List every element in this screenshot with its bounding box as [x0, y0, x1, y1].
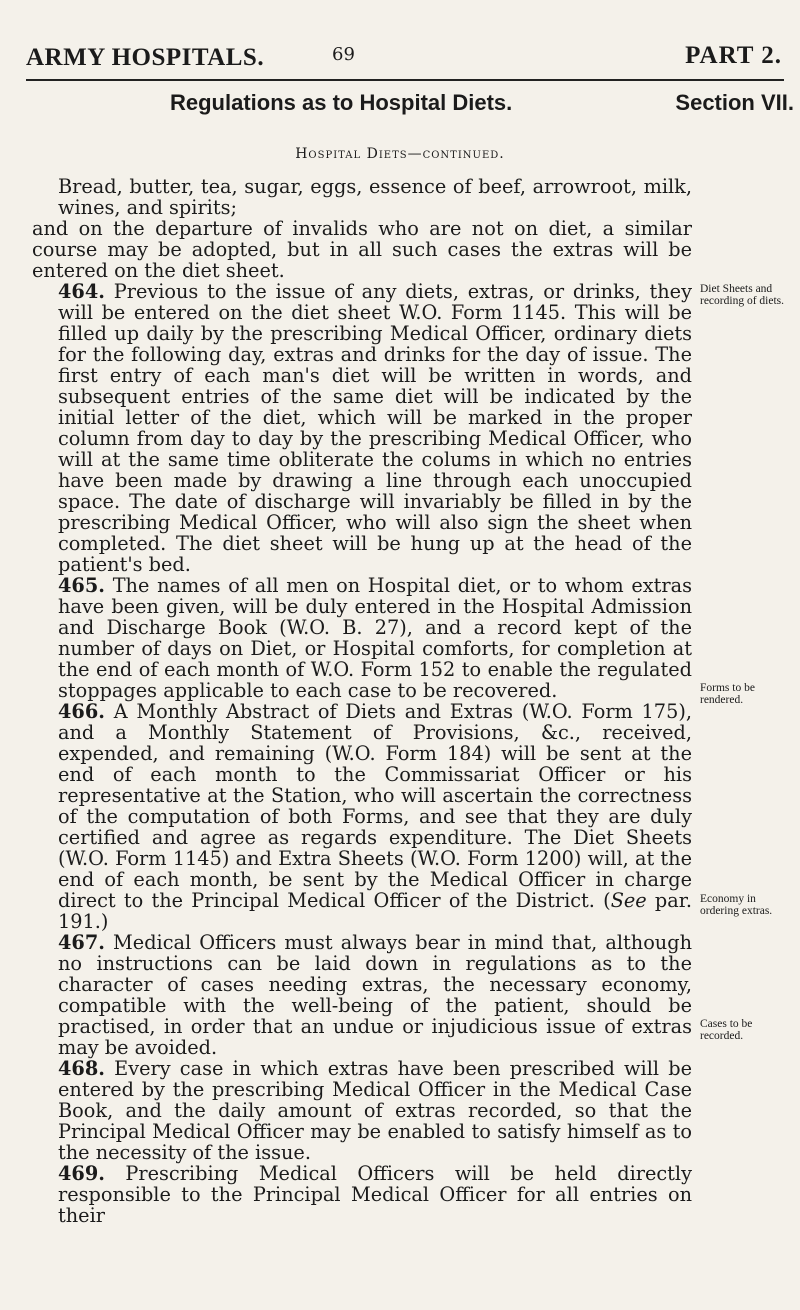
running-head: [26, 38, 782, 78]
body-text: [32, 176, 692, 1226]
margin-note-forms: Forms to be rendered.: [700, 682, 755, 706]
paragraph-number: 466.: [58, 700, 105, 723]
paragraph-text: Previous to the issue of any diets, extras, or drinks, they will be entered on the diet sheet W.O. Form 1145. This will be filled up daily by the prescribing Medical Officer, ordinary diets for the following day, extras and drinks for the day of issue. The first entry of each man's diet will be written in words, and subsequent entries of the same diet will be indicated by the initial letter of the diet, which will be marked in the proper column from day to day by the prescribing Medical Officer, who will at the same time obliterate the colums in which no entries have been made by drawing a line through each unoccupied space. The date of discharge will invariably be filled in by the prescribing Medical Officer, who will also sign the sheet when completed. The diet sheet will be hung up at the head of the patient's bed.: [58, 280, 692, 576]
paragraph-text: A Monthly Abstract of Diets and Extras (W.O. Form 175), and a Monthly Statement of Provisions, &c., received, expended, and remaining (W.O. Form 184) will be sent at the end of each month to the Commissariat Officer or his representative at the Station, who will ascertain the correctness of the computation of both Forms, and see that they are duly certified and agree as regards expenditure. The Diet Sheets (W.O. Form 1145) and Extra Sheets (W.O. Form 1200) will, at the end of each month, be sent by the Medical Officer in charge direct to the Principal Medical Officer of the District. (: [58, 700, 692, 912]
part-label: PART 2.: [685, 42, 782, 69]
paragraph-number: 465.: [58, 574, 105, 597]
intro-list: Bread, butter, tea, sugar, eggs, essence of beef, arrowroot, milk, wines, and spirits;: [58, 175, 692, 219]
paragraph-number: 464.: [58, 280, 105, 303]
page-number: 69: [332, 44, 355, 65]
paragraph-text: Every case in which extras have been prescribed will be entered by the prescribing Medical Officer in the Medical Case Book, and the daily amount of extras recorded, so that the Principal Medical Officer may be enabled to satisfy himself as to the necessity of the issue.: [58, 1057, 692, 1164]
paragraph-468: [32, 1058, 692, 1163]
paragraph-number: 467.: [58, 931, 105, 954]
paragraph-465: [32, 575, 692, 701]
margin-note-cases: Cases to be recorded.: [700, 1018, 753, 1042]
paragraph-464: [32, 281, 692, 575]
paragraph-number: 468.: [58, 1057, 105, 1080]
paragraph-text: Medical Officers must always bear in mind that, although no instructions can be laid down in regulations as to the character of cases needing extras, the necessary economy, compatible with the well-being of the patient, should be practised, in order that an undue or injudicious issue of extras may be avoided.: [58, 931, 692, 1059]
section-header: [26, 88, 794, 118]
paragraph-467: [32, 932, 692, 1058]
intro-continuation: and on the departure of invalids who are not on diet, a similar course may be adopted, but in all such cases the extras will be entered on the diet sheet.: [32, 217, 692, 282]
paragraph-text: The names of all men on Hospital diet, or to whom extras have been given, will be duly entered in the Hospital Admission and Discharge Book (W.O. B. 27), and a record kept of the number of days on Diet, or Hospital comforts, for completion at the end of each month of W.O. Form 152 to enable the regulated stoppages applicable to each case to be recovered.: [58, 574, 692, 702]
paragraph-number: 469.: [58, 1162, 105, 1185]
paragraph-469: [32, 1163, 692, 1226]
paragraph-text: Prescribing Medical Officers will be held directly responsible to the Principal Medical Officer for all entries on their: [58, 1162, 692, 1227]
subheading: Hospital Diets—continued.: [295, 146, 505, 162]
section-number: Section VII.: [675, 90, 794, 115]
header-rule: [26, 79, 784, 81]
margin-note-economy: Economy in ordering extras.: [700, 893, 773, 917]
margin-note-diet-sheets: Diet Sheets and recording of diets.: [700, 283, 784, 307]
section-title: Regulations as to Hospital Diets.: [170, 90, 513, 115]
paragraph-466: [32, 701, 692, 932]
paragraph-text-end: par. 191.): [58, 889, 692, 933]
running-head-title: ARMY HOSPITALS.: [26, 44, 265, 71]
see-reference: See: [610, 889, 647, 912]
